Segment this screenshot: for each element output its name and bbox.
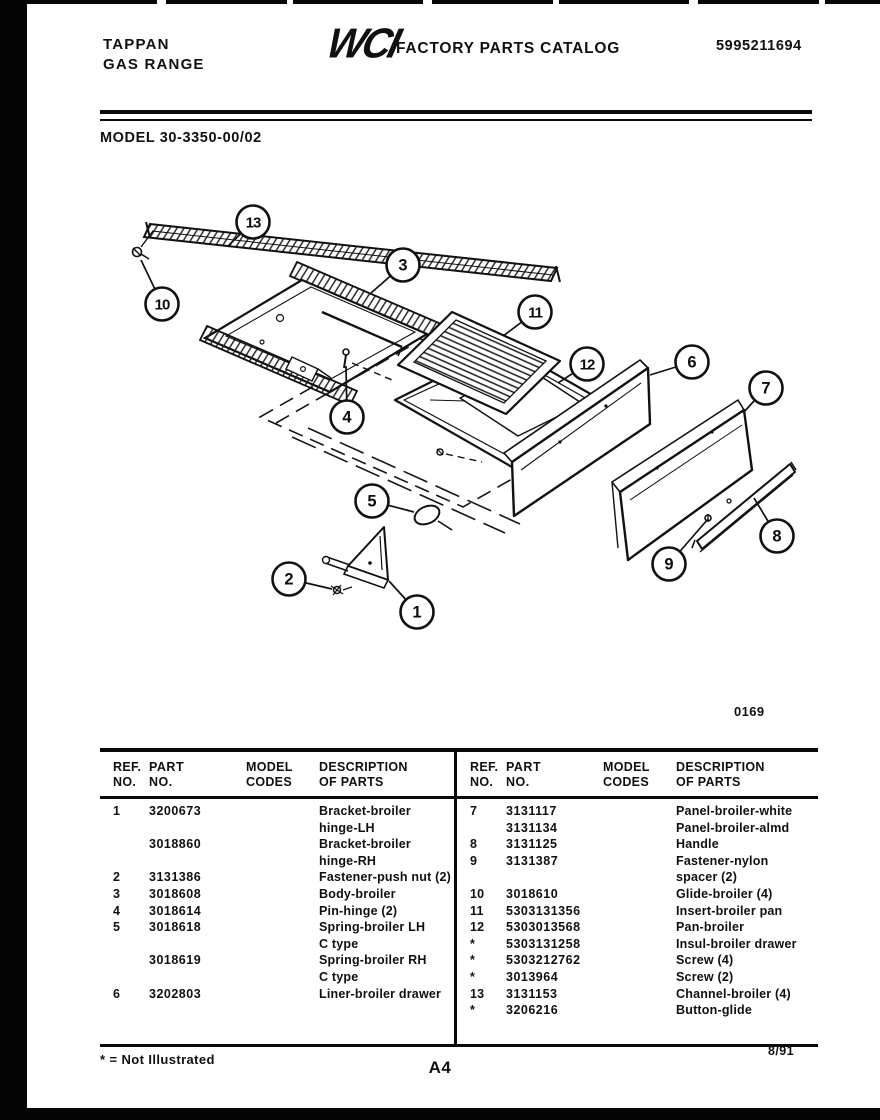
table-row: [457, 869, 818, 886]
svg-text:1: 1: [412, 603, 422, 622]
part-no: 3018608: [149, 886, 202, 901]
part-bracket-1: [323, 527, 389, 588]
scan-edge-left: [0, 0, 27, 1120]
description: Bracket-broiler: [319, 804, 411, 818]
description: Insert-broiler pan: [676, 903, 783, 918]
ref-no: 11: [470, 903, 484, 918]
table-row: [100, 836, 454, 853]
description: C type: [319, 936, 359, 951]
ref-no: 2: [113, 870, 121, 885]
model-codes: [246, 969, 319, 986]
part-glide-screw-10: [133, 231, 154, 259]
svg-text:11: 11: [528, 304, 542, 322]
part-no: 3206216: [506, 1003, 559, 1018]
ref-no: 7: [470, 804, 478, 818]
col-header-part: PART NO.: [506, 760, 542, 789]
col-header-ref: REF. NO.: [113, 760, 142, 789]
table-row: [100, 952, 454, 969]
description: Liner-broiler drawer: [319, 986, 442, 1001]
ref-no: 1: [113, 804, 121, 818]
brand-name: TAPPAN: [103, 36, 170, 53]
table-row: [100, 869, 454, 886]
table-body-left: [100, 799, 454, 1002]
table-body-right: [457, 799, 818, 1019]
callout-12: [558, 348, 604, 384]
model-codes: [246, 803, 319, 820]
part-no: 5303131258: [506, 936, 581, 951]
model-codes: [246, 836, 319, 853]
model-codes: [603, 903, 676, 920]
description: Pan-broiler: [676, 920, 745, 935]
part-push-nut-2: [331, 585, 352, 595]
description: Spring-broiler RH: [319, 953, 427, 968]
part-no: [149, 820, 246, 837]
table-row: [457, 803, 818, 820]
table-row: [457, 969, 818, 986]
ref-no: 8: [470, 837, 478, 852]
model-codes: [603, 1002, 676, 1019]
table-row: [457, 853, 818, 870]
svg-text:3: 3: [398, 256, 408, 275]
svg-text:7: 7: [761, 379, 771, 398]
ref-no: 13: [470, 986, 485, 1001]
ref-no: 6: [113, 986, 121, 1001]
ref-no: *: [470, 936, 476, 951]
part-no: 3018610: [506, 886, 559, 901]
model-codes: [246, 853, 319, 870]
model-codes: [603, 803, 676, 820]
description: Handle: [676, 837, 719, 852]
callout-11: [503, 296, 552, 337]
part-no: [506, 869, 603, 886]
parts-table-right: [457, 752, 818, 1044]
part-no: 3131134: [506, 820, 558, 835]
description: Panel-broiler-almd: [676, 820, 790, 835]
callout-2: [273, 563, 333, 596]
pan-screw: [437, 449, 482, 462]
svg-text:5: 5: [367, 492, 377, 511]
table-row: [100, 853, 454, 870]
description: Bracket-broiler: [319, 837, 411, 852]
model-codes: [603, 886, 676, 903]
part-body-broiler-3: [200, 262, 448, 405]
callout-10: [141, 260, 179, 321]
parts-table: [100, 748, 818, 1047]
svg-text:9: 9: [664, 555, 674, 574]
description: Fastener-push nut (2): [319, 870, 451, 885]
part-channel-13: [144, 222, 560, 282]
description: spacer (2): [676, 870, 738, 885]
model-codes: [246, 952, 319, 969]
table-row: [100, 919, 454, 936]
model-codes: [246, 903, 319, 920]
callout-7: [743, 372, 783, 414]
part-no: 3013964: [506, 969, 559, 984]
description: hinge-LH: [319, 820, 375, 835]
table-row: [457, 919, 818, 936]
svg-text:8: 8: [772, 527, 782, 546]
description: Fastener-nylon: [676, 853, 769, 868]
callout-5: [356, 485, 415, 518]
model-codes: [246, 869, 319, 886]
svg-text:13: 13: [245, 214, 261, 232]
part-no: [149, 969, 246, 986]
table-header: [457, 752, 818, 796]
ref-no: *: [470, 969, 476, 984]
svg-text:2: 2: [284, 570, 294, 589]
ref-no: [470, 869, 506, 886]
table-row: [100, 969, 454, 986]
part-no: 3202803: [149, 986, 202, 1001]
callout-8: [754, 498, 794, 553]
description: Channel-broiler (4): [676, 986, 791, 1001]
ref-no: [113, 952, 149, 969]
part-no: [149, 853, 246, 870]
ref-no: [113, 853, 149, 870]
table-row: [457, 836, 818, 853]
svg-text:6: 6: [687, 353, 697, 372]
model-codes: [603, 869, 676, 886]
table-row: [100, 936, 454, 953]
description: Pin-hinge (2): [319, 903, 398, 918]
description: Body-broiler: [319, 886, 396, 901]
description: Spring-broiler LH: [319, 920, 426, 935]
col-header-part: PART NO.: [149, 760, 185, 789]
model-codes: [246, 986, 319, 1003]
publication-number: 5995211694: [716, 38, 802, 54]
header-rule: [100, 110, 812, 121]
description: hinge-RH: [319, 853, 377, 868]
model-codes: [246, 919, 319, 936]
model-codes: [246, 886, 319, 903]
svg-text:10: 10: [154, 296, 170, 314]
description: Panel-broiler-white: [676, 804, 793, 818]
part-no: 3200673: [149, 804, 202, 818]
part-no: 3018614: [149, 903, 202, 918]
ref-no: [113, 836, 149, 853]
wci-logo: WCI: [322, 20, 403, 68]
table-row: [100, 820, 454, 837]
ref-no: [113, 969, 149, 986]
col-header-model: MODEL CODES: [246, 760, 293, 789]
scan-edge-top: [27, 0, 880, 4]
model-codes: [603, 936, 676, 953]
ref-no: 4: [113, 903, 121, 918]
part-spring-5: [412, 502, 452, 530]
table-header: [100, 752, 454, 796]
model-codes: [603, 952, 676, 969]
ref-no: [113, 936, 149, 953]
model-codes: [603, 986, 676, 1003]
callout-1: [389, 581, 434, 629]
part-no: 3131153: [506, 986, 558, 1001]
part-no: 3018860: [149, 837, 202, 852]
not-illustrated-legend: * = Not Illustrated: [100, 1052, 215, 1067]
part-no: 5303131356: [506, 903, 581, 918]
table-row: [100, 986, 454, 1003]
table-row: [457, 886, 818, 903]
table-row: [457, 903, 818, 920]
part-no: 3018619: [149, 953, 202, 968]
ref-no: *: [470, 953, 476, 968]
svg-text:12: 12: [579, 356, 595, 374]
table-row: [457, 936, 818, 953]
table-row: [100, 886, 454, 903]
model-codes: [603, 919, 676, 936]
part-no: 3131117: [506, 804, 557, 818]
part-no: 3131387: [506, 853, 559, 868]
ref-no: 9: [470, 853, 478, 868]
part-no: 3131125: [506, 837, 558, 852]
ref-no: [470, 820, 506, 837]
ref-no: 5: [113, 920, 121, 935]
callout-6: [650, 346, 709, 379]
description: Button-glide: [676, 1003, 752, 1018]
ref-no: [113, 820, 149, 837]
model-codes: [246, 820, 319, 837]
col-header-desc: DESCRIPTION OF PARTS: [676, 760, 765, 789]
model-number: MODEL 30-3350-00/02: [100, 130, 262, 146]
part-no: 5303013568: [506, 920, 581, 935]
catalog-title: FACTORY PARTS CATALOG: [396, 40, 621, 57]
parts-table-left: [100, 752, 454, 1044]
figure-code: 0169: [734, 704, 765, 719]
part-no: 3018618: [149, 920, 202, 935]
table-row: [457, 1002, 818, 1019]
description: Insul-broiler drawer: [676, 936, 797, 951]
part-no: 3131386: [149, 870, 202, 885]
col-header-model: MODEL CODES: [603, 760, 650, 789]
ref-no: *: [470, 1003, 476, 1018]
ref-no: 3: [113, 886, 121, 901]
table-row: [100, 803, 454, 820]
page-label: A4: [428, 1058, 452, 1077]
description: Screw (4): [676, 953, 734, 968]
scan-edge-bottom: [0, 1108, 880, 1120]
part-no: [149, 936, 246, 953]
ref-no: 10: [470, 886, 485, 901]
description: Screw (2): [676, 969, 734, 984]
col-header-ref: REF. NO.: [470, 760, 499, 789]
table-row: [457, 952, 818, 969]
revision-date: 8/91: [768, 1044, 794, 1058]
table-row: [457, 986, 818, 1003]
part-no: 5303212762: [506, 953, 581, 968]
exploded-diagram: [90, 180, 830, 680]
description: C type: [319, 969, 359, 984]
model-codes: [603, 969, 676, 986]
model-codes: [603, 820, 676, 837]
model-codes: [603, 836, 676, 853]
table-row: [100, 903, 454, 920]
model-codes: [603, 853, 676, 870]
brand-product: GAS RANGE: [103, 56, 205, 73]
svg-text:4: 4: [342, 408, 352, 427]
ref-no: 12: [470, 920, 485, 935]
description: Glide-broiler (4): [676, 886, 773, 901]
col-header-desc: DESCRIPTION OF PARTS: [319, 760, 408, 789]
table-row: [457, 820, 818, 837]
model-codes: [246, 936, 319, 953]
